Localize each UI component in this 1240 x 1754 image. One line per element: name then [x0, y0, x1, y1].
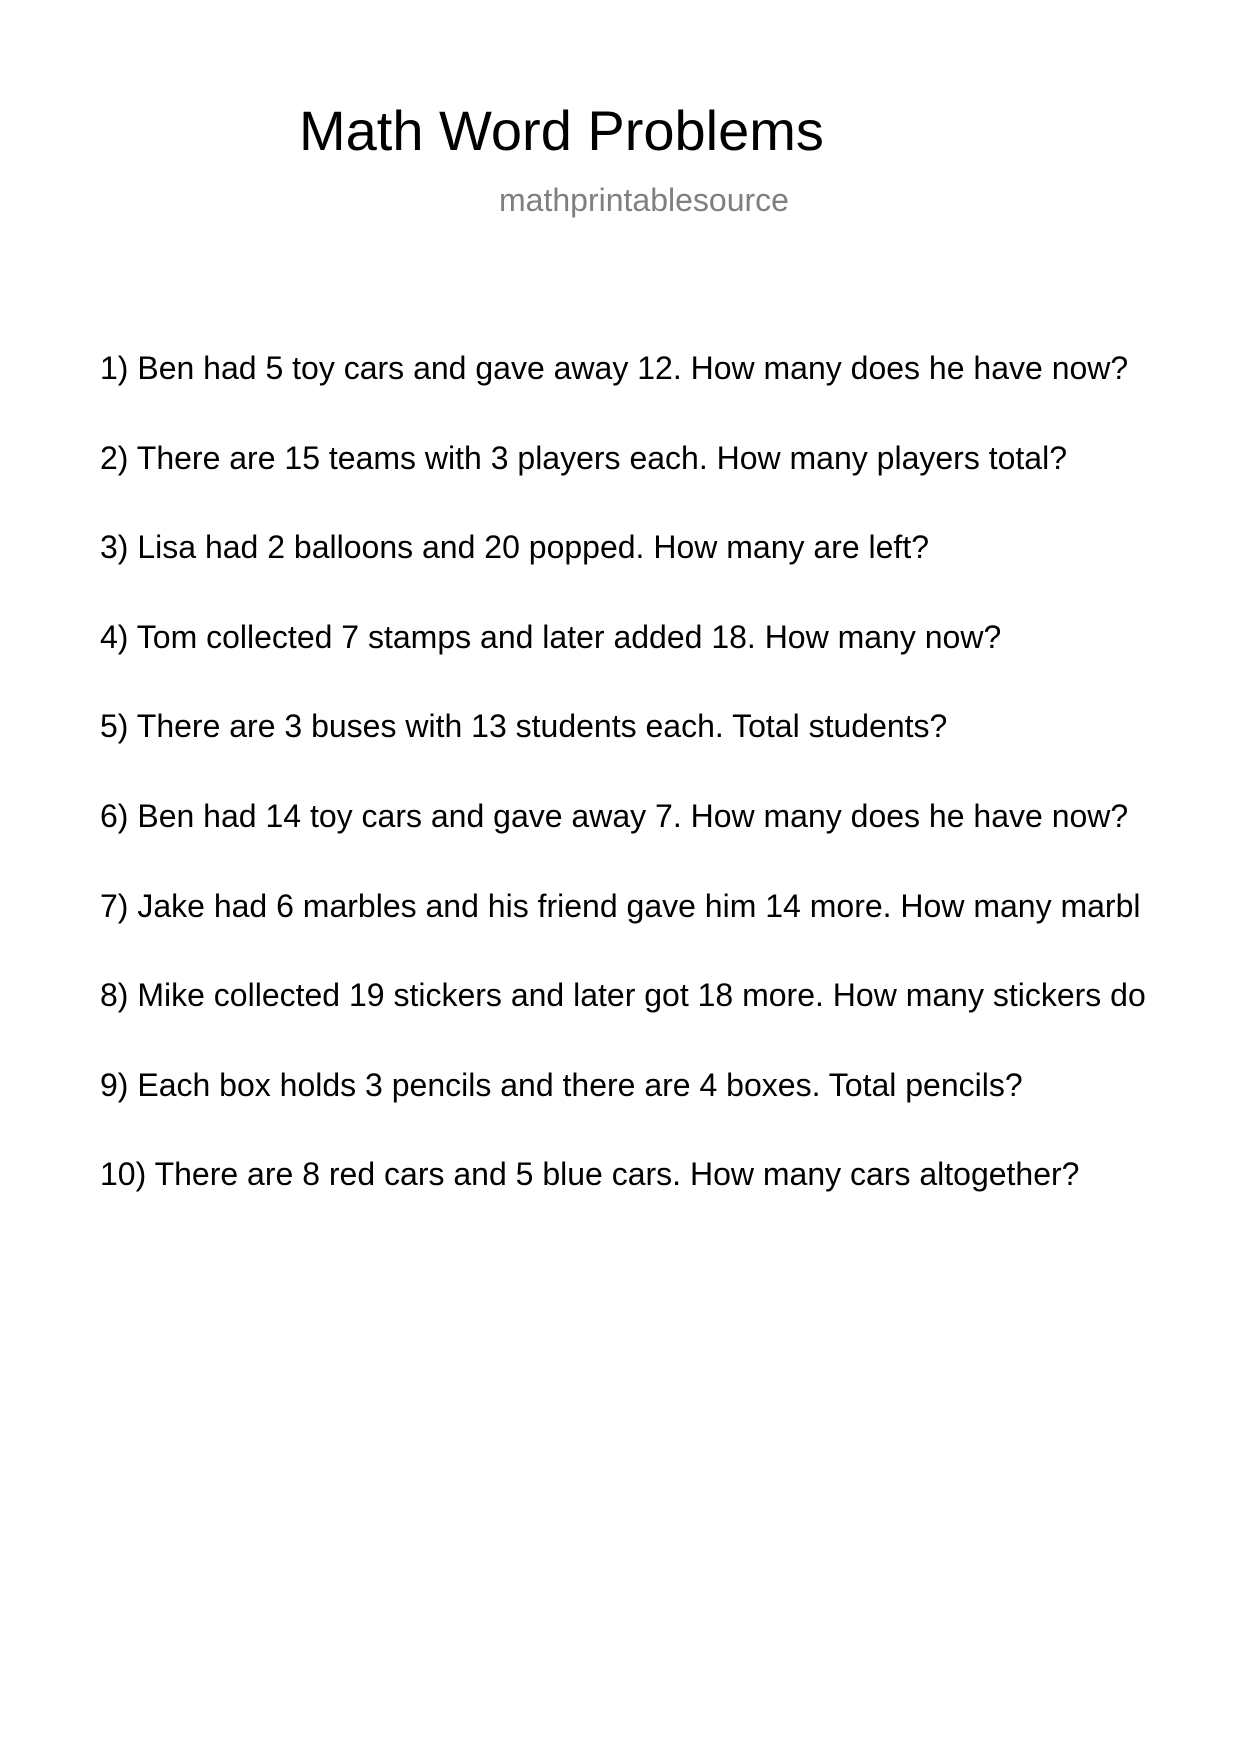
problem-list: [100, 348, 1240, 1244]
problem-9: 9) Each box holds 3 pencils and there are 4 boxes. Total pencils?: [100, 1066, 1023, 1103]
problem-2: 2) There are 15 teams with 3 players each. How many players total?: [100, 439, 1067, 476]
problem-3: 3) Lisa had 2 balloons and 20 popped. How many are left?: [100, 529, 929, 566]
problem-4: 4) Tom collected 7 stamps and later added 18. How many now?: [100, 618, 1002, 655]
problem-10: 10) There are 8 red cars and 5 blue cars. How many cars altogether?: [100, 1156, 1080, 1193]
problem-7: 7) Jake had 6 marbles and his friend gave him 14 more. How many marbl: [100, 887, 1141, 924]
worksheet-source: mathprintablesource: [499, 182, 789, 218]
problem-1: 1) Ben had 5 toy cars and gave away 12. How many does he have now?: [100, 350, 1129, 386]
problem-5: 5) There are 3 buses with 13 students each. Total students?: [100, 708, 948, 745]
problem-8: 8) Mike collected 19 stickers and later got 18 more. How many stickers do: [100, 977, 1146, 1014]
problem-6: 6) Ben had 14 toy cars and gave away 7. How many does he have now?: [100, 797, 1129, 834]
worksheet-title: Math Word Problems: [299, 99, 824, 162]
